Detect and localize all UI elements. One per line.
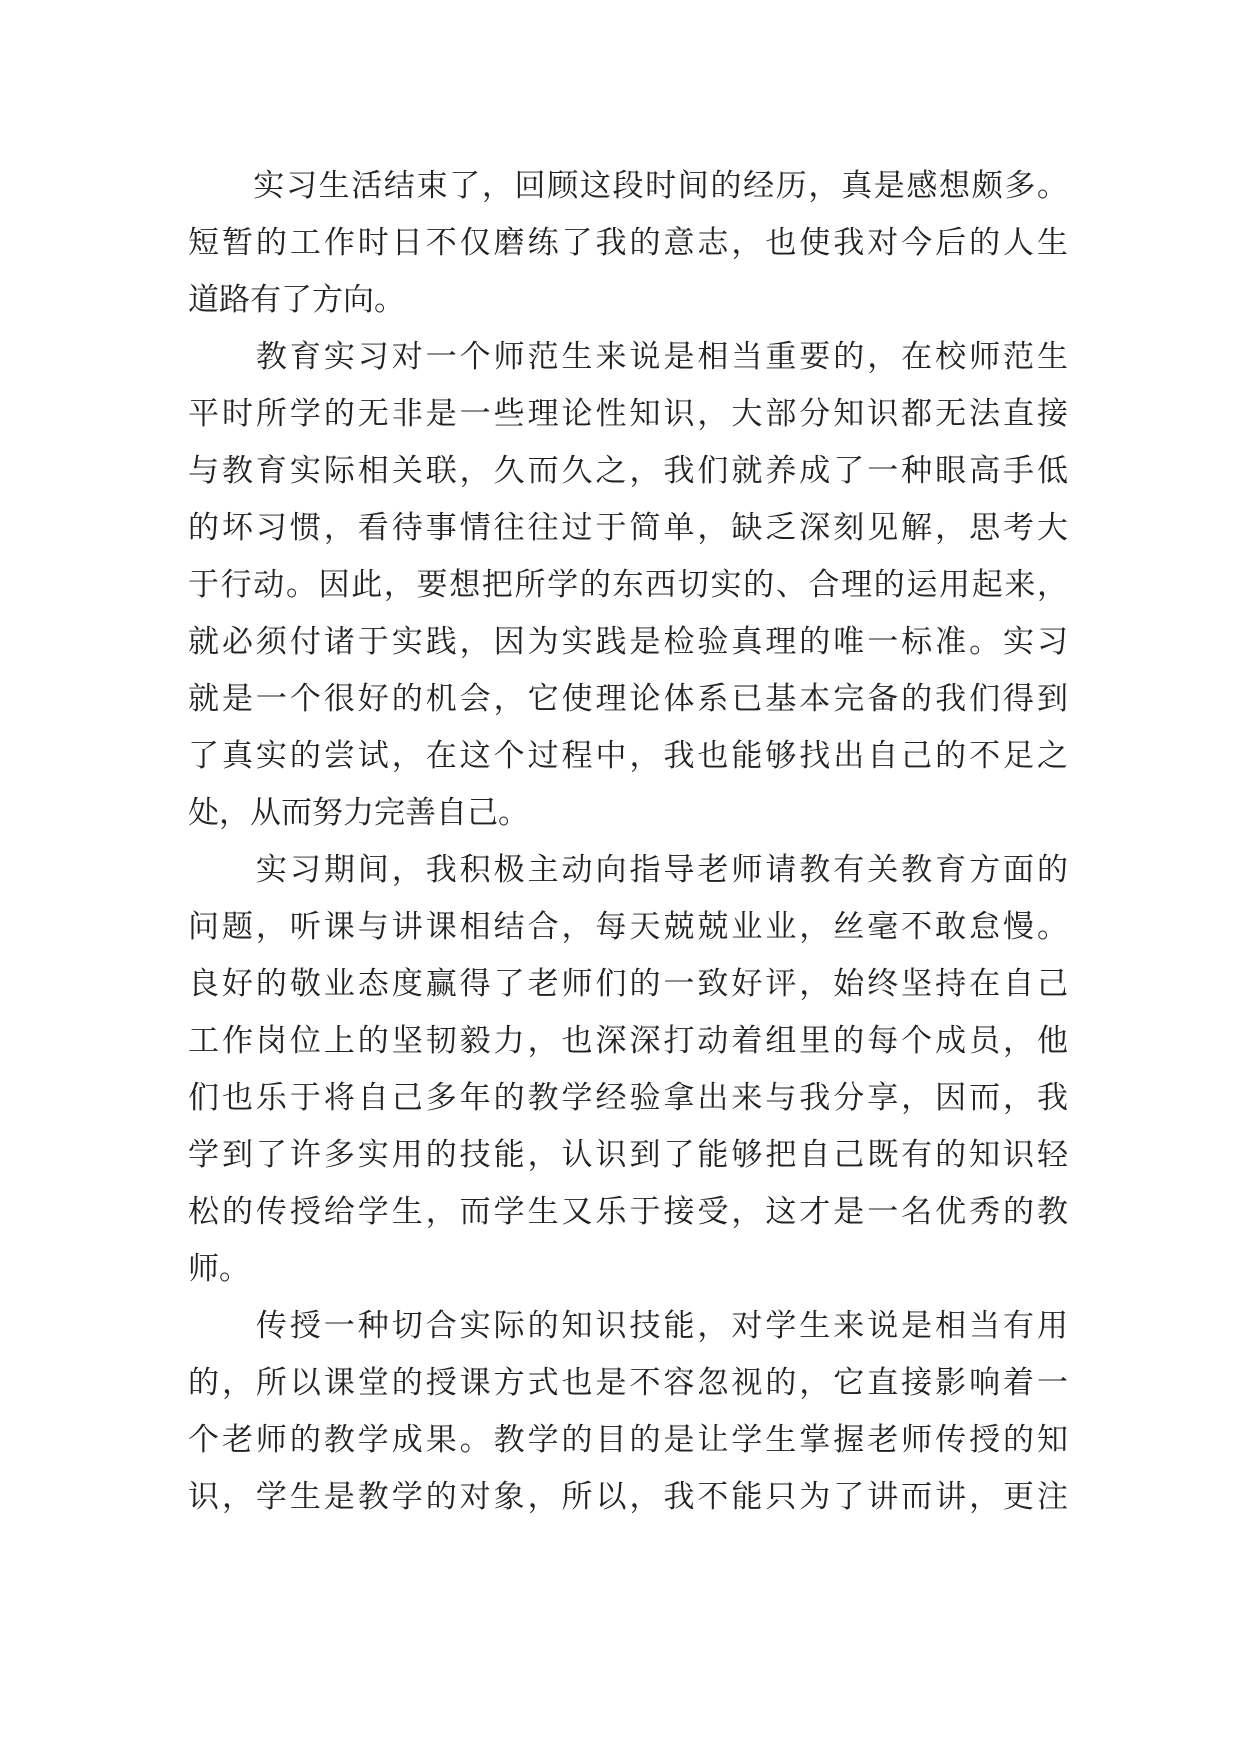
paragraph-2-line-3: 与教育实际相关联，久而久之，我们就养成了一种眼高手低 (188, 453, 1068, 489)
paragraph-3-line-7: 松的传授给学生，而学生又乐于接受，这才是一名优秀的教 (188, 1194, 1068, 1230)
body-text (188, 158, 1068, 1526)
paragraph-4-line-4: 识，学生是教学的对象，所以，我不能只为了讲而讲，更注 (188, 1479, 1068, 1515)
paragraph-1-line-2: 短暂的工作时日不仅磨练了我的意志，也使我对今后的人生 (188, 225, 1068, 261)
paragraph-2-line-5: 于行动。因此，要想把所学的东西切实的、合理的运用起来， (188, 567, 1068, 603)
paragraph-4-line-3: 个老师的教学成果。教学的目的是让学生掌握老师传授的知 (188, 1422, 1068, 1458)
paragraph-1-line-1: 实习生活结束了，回顾这段时间的经历，真是感想颇多。 (188, 168, 1068, 204)
paragraph-2-line-9: 处，从而努力完善自己。 (188, 795, 529, 831)
paragraph-2-line-2: 平时所学的无非是一些理论性知识，大部分知识都无法直接 (188, 396, 1068, 432)
paragraph-3-line-6: 学到了许多实用的技能，认识到了能够把自己既有的知识轻 (188, 1137, 1068, 1173)
paragraph-2-line-4: 的坏习惯，看待事情往往过于简单，缺乏深刻见解，思考大 (188, 510, 1068, 546)
paragraph-1-line-3: 道路有了方向。 (188, 282, 405, 318)
paragraph-3-line-3: 良好的敬业态度赢得了老师们的一致好评，始终坚持在自己 (188, 966, 1068, 1002)
paragraph-4-line-2: 的，所以课堂的授课方式也是不容忽视的，它直接影响着一 (188, 1365, 1068, 1401)
paragraph-2-line-6: 就必须付诸于实践，因为实践是检验真理的唯一标准。实习 (188, 624, 1068, 660)
paragraph-3-line-8: 师。 (188, 1251, 250, 1287)
paragraph-3-line-5: 们也乐于将自己多年的教学经验拿出来与我分享，因而，我 (188, 1080, 1068, 1116)
paragraph-3-line-1: 实习期间，我积极主动向指导老师请教有关教育方面的 (188, 852, 1068, 888)
paragraph-2-line-7: 就是一个很好的机会，它使理论体系已基本完备的我们得到 (188, 681, 1068, 717)
paragraph-2-line-1: 教育实习对一个师范生来说是相当重要的，在校师范生 (188, 339, 1068, 375)
paragraph-4-line-1: 传授一种切合实际的知识技能，对学生来说是相当有用 (188, 1308, 1068, 1344)
paragraph-2-line-8: 了真实的尝试，在这个过程中，我也能够找出自己的不足之 (188, 738, 1068, 774)
paragraph-3-line-4: 工作岗位上的坚韧毅力，也深深打动着组里的每个成员，他 (188, 1023, 1068, 1059)
paragraph-3-line-2: 问题，听课与讲课相结合，每天兢兢业业，丝毫不敢怠慢。 (188, 909, 1068, 945)
